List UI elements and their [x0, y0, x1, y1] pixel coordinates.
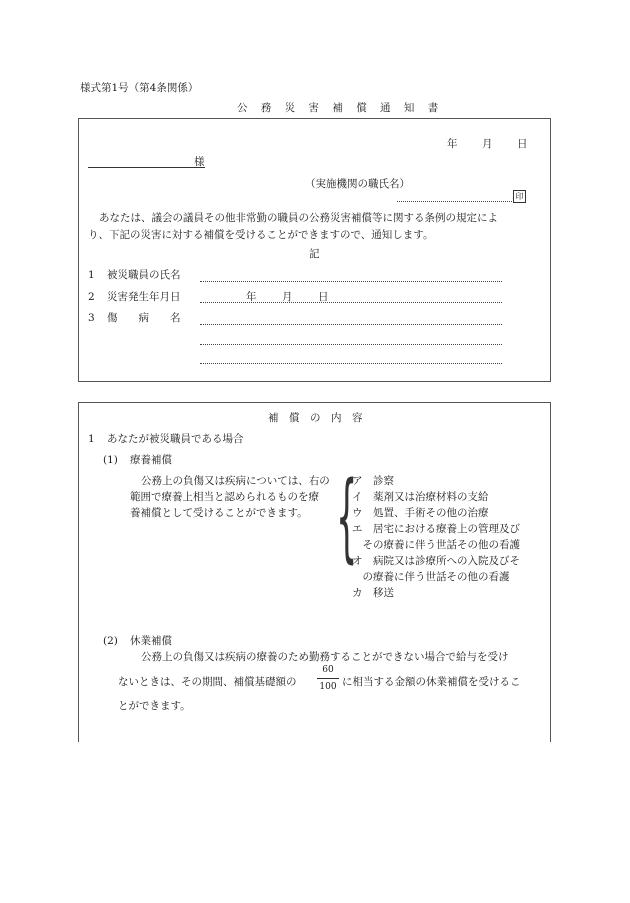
sub2-line2-end: に相当する金額の休業補償を受けるこ — [342, 676, 521, 688]
item-2-month: 月 — [282, 291, 293, 303]
fraction-bar — [317, 678, 339, 679]
item-3-line — [200, 324, 502, 325]
page-title: 公 務 災 害 補 償 通 知 書 — [237, 102, 444, 114]
treatment-item-e-cont: その療養に伴う世話その他の看護 — [352, 539, 520, 551]
sub2-line2-start: ないときは、その期間、補償基礎額の — [118, 676, 297, 688]
sub1-text-line2: 範囲で療養上相当と認められるものを療 — [130, 491, 319, 503]
ki-label: 記 — [309, 248, 320, 260]
sub1-number: (1) — [103, 454, 118, 466]
item-2-line — [200, 302, 502, 303]
treatment-item-a: ア 診察 — [352, 475, 394, 487]
item-3-line-3 — [200, 363, 502, 364]
treatment-item-u: ウ 処置、手術その他の治療 — [352, 507, 489, 519]
item-2-day: 日 — [318, 291, 329, 303]
item-1-line — [200, 281, 502, 282]
sub1-title: 療養補償 — [130, 454, 172, 466]
item-2-number: 2 — [88, 291, 95, 303]
section1-number: 1 — [88, 433, 95, 445]
date-month: 月 — [482, 138, 493, 150]
item-3-number: 3 — [88, 312, 95, 324]
treatment-item-ka: カ 移送 — [352, 587, 394, 599]
notice-body-line1: あなたは、議会の議員その他非常勤の職員の公務災害補償等に関する条例の規定によ — [99, 212, 498, 224]
item-3-line-2 — [200, 344, 502, 345]
item-2-year: 年 — [246, 291, 257, 303]
item-2-label: 災害発生年月日 — [107, 291, 181, 303]
treatment-item-o: オ 病院又は診療所への入院及びそ — [352, 555, 520, 567]
stamp-mark: 印 — [513, 190, 526, 203]
sub2-number: (2) — [103, 635, 118, 647]
section1-title: あなたが被災職員である場合 — [107, 433, 244, 445]
fraction-numerator: 60 — [322, 665, 334, 675]
form-number: 様式第1号（第4条関係） — [80, 82, 199, 94]
compensation-heading: 補 償 の 内 容 — [268, 412, 363, 424]
addressee-suffix: 様 — [194, 156, 205, 168]
sub2-title: 休業補償 — [130, 635, 172, 647]
brace-symbol: { — [336, 461, 358, 573]
treatment-item-i: イ 薬剤又は治療材料の支給 — [352, 491, 489, 503]
date-year: 年 — [447, 138, 458, 150]
fraction-denominator: 100 — [319, 682, 337, 692]
issuer-line — [397, 201, 512, 202]
treatment-item-o-cont: の療養に伴う世話その他の看護 — [352, 571, 510, 583]
notice-body-line2: り、下記の災害に対する補償を受けることができますので、通知します。 — [88, 229, 434, 241]
item-1-number: 1 — [88, 269, 95, 281]
item-1-label: 被災職員の氏名 — [107, 269, 181, 281]
sub1-text-line3: 養補償として受けることができます。 — [130, 507, 308, 519]
sub1-text-line1: 公務上の負傷又は疾病については、右の — [141, 475, 330, 487]
date-day: 日 — [517, 138, 528, 150]
sub2-line1: 公務上の負傷又は疾病の療養のため勤務することができない場合で給与を受け — [141, 651, 509, 663]
issuer-label: （実施機関の職氏名） — [305, 178, 410, 190]
addressee-line — [88, 167, 205, 168]
treatment-item-e: エ 居宅における療養上の管理及び — [352, 523, 520, 535]
item-3-label: 傷 病 名 — [107, 312, 181, 324]
sub2-line3: とができます。 — [118, 700, 191, 712]
